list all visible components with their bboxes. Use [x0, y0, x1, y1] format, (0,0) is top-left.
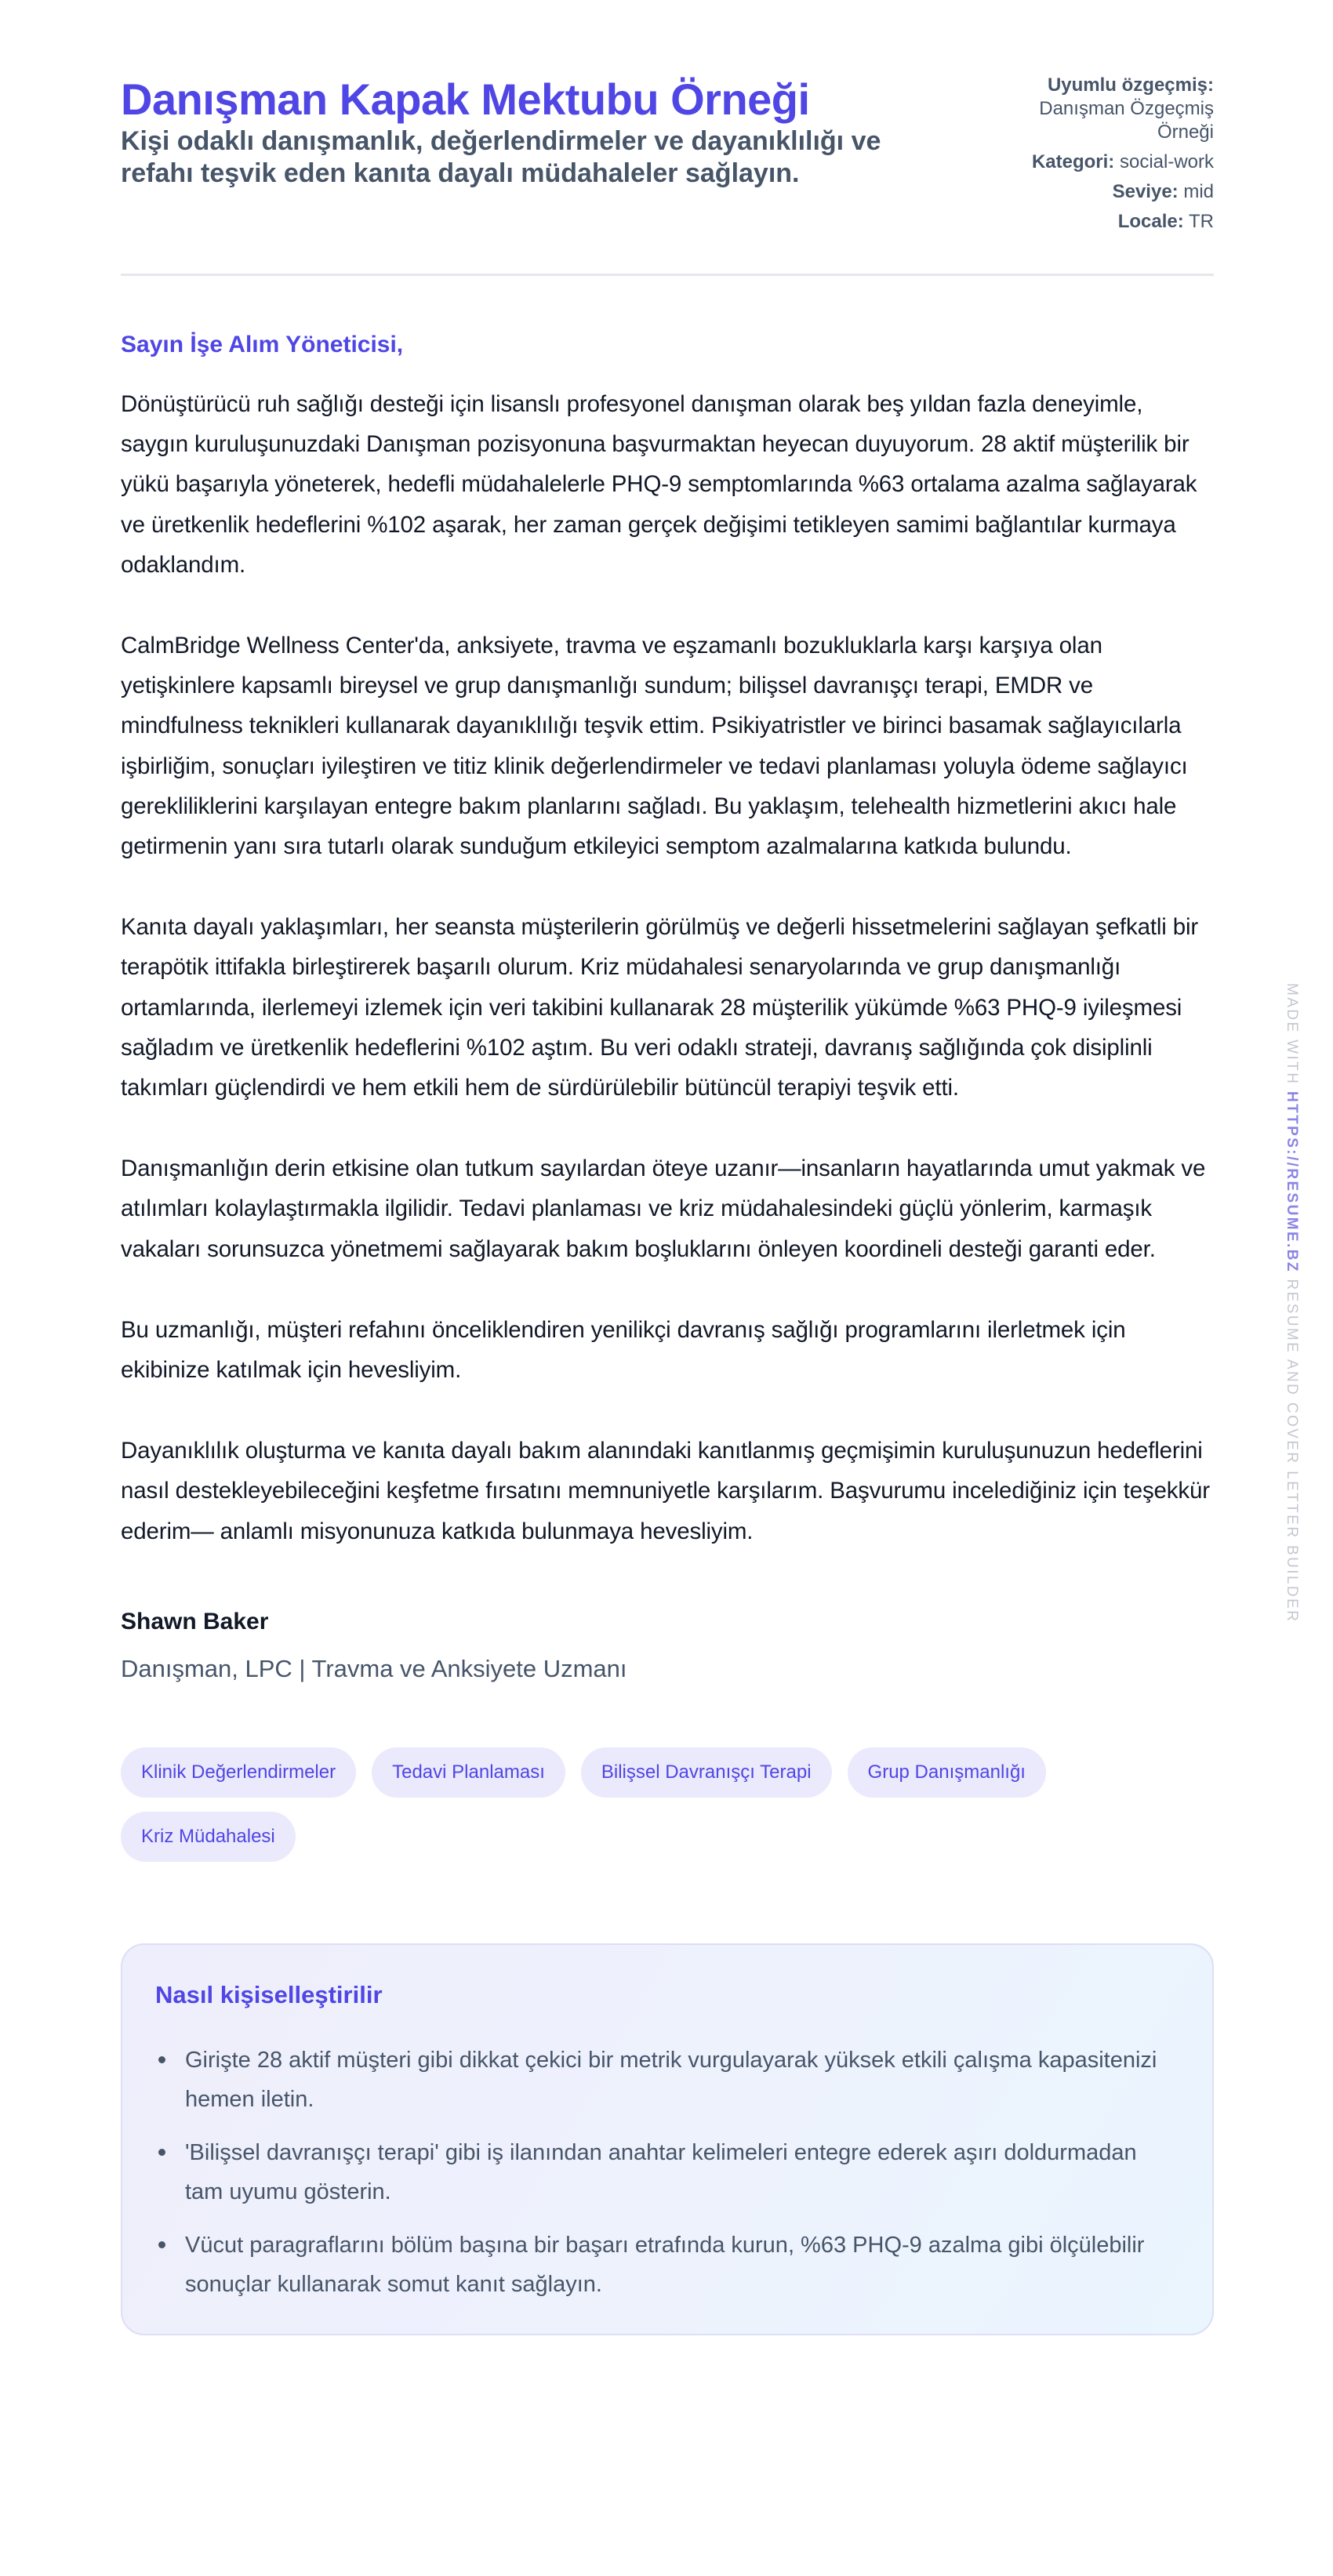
meta-locale-value: TR — [1189, 211, 1214, 232]
vertical-branding — [1284, 983, 1299, 1623]
meta-resume-label: Uyumlu özgeçmiş: — [1047, 74, 1214, 96]
signature-name: Shawn Baker — [121, 1608, 269, 1634]
letter-paragraph: Bu uzmanlığı, müşteri refahını önceliklendiren yenilikçi davranış sağlığı programlarını ilerletmek için ekibinize katılmak için hevesliyim. — [121, 1316, 1126, 1384]
tip-item — [155, 2226, 1179, 2304]
tip-text: Vücut paragraflarını bölüm başına bir başarı etrafında kurun, %63 PHQ-9 azalma gibi ölçülebilir sonuçlar kullanarak somut kanıt sağlayın. — [185, 2232, 1145, 2297]
skill-tag[interactable]: Bilişsel Davranışçı Terapi — [581, 1747, 832, 1798]
page-title: Danışman Kapak Mektubu Örneği — [121, 74, 810, 124]
letter-paragraph: Dönüştürücü ruh sağlığı desteği için lisanslı profesyonel danışman olarak beş yıldan fazla deneyimle, saygın kuruluşunuzdaki Danışman pozisyonuna başvurmaktan heyecan duyuyorum. 28 aktif müşterilik bir yükü başarıyla yöneterek, hedefli müdahalelerle PHQ-9 semptomlarında %63 ortalama azalma sağlayarak ve üretkenlik hedeflerini %102 aşarak, her zaman gerçek değişimi tetikleyen samimi bağlantılar kurmaya odaklandım. — [121, 391, 1197, 578]
signature-block — [121, 1606, 1214, 1685]
tips-title: Nasıl kişiselleştirilir — [155, 1980, 383, 2008]
letter-paragraph: Danışmanlığın derin etkisine olan tutkum sayılardan öteye uzanır—insanların hayatlarında umut yakmak ve atılımları kolaylaştırmakla ilgilidir. Tedavi planlaması ve kriz müdahalesindeki güçlü yönlerim, karmaşık vakaları sorunsuzca yönetmemi sağlayarak bakım boşluklarını önleyen koordineli desteği garanti eder. — [121, 1156, 1206, 1262]
meta-info — [979, 74, 1214, 240]
page-subtitle: Kişi odaklı danışmanlık, değerlendirmeler ve dayanıklılığı ve refahı teşvik eden kanıta dayalı müdahaleler sağlayın. — [121, 126, 881, 188]
meta-level — [979, 180, 1214, 204]
letter-paragraph: CalmBridge Wellness Center'da, anksiyete, travma ve eşzamanlı bozukluklarla karşı karşıya olan yetişkinlere kapsamlı bireysel ve grup danışmanlığı sundum; bilişsel davranışçı terapi, EMDR ve mindfulness teknikleri kullanarak dayanıklılığı teşvik ettim. Psikiyatristler ve birinci basamak sağlayıcılarla işbirliğim, sonuçları iyileştiren ve titiz klinik değerlendirmeler ve tedavi planlaması yoluyla ödeme sağlayıcı gerekliliklerini karşılayan entegre bakım planlarını sağladı. Bu yaklaşım, telehealth hizmetlerini akıcı hale getirmenin yanı sıra tutarlı olarak sunduğum etkileyici semptom azalmalarına katkıda bulundu. — [121, 633, 1188, 860]
bullet-icon — [158, 2241, 165, 2248]
meta-locale-label: Locale: — [1117, 211, 1184, 232]
skill-tag[interactable]: Klinik Değerlendirmeler — [121, 1747, 356, 1798]
page-header — [121, 0, 1214, 276]
customization-tips-box — [121, 1943, 1214, 2335]
bullet-icon — [158, 2056, 165, 2063]
skill-tag[interactable]: Kriz Müdahalesi — [121, 1812, 296, 1862]
tip-item — [155, 2041, 1179, 2119]
meta-resume-value[interactable]: Danışman Özgeçmiş Örneği — [1039, 98, 1214, 143]
tip-item — [155, 2133, 1179, 2211]
skill-tag[interactable]: Grup Danışmanlığı — [848, 1747, 1046, 1798]
skill-tag[interactable]: Tedavi Planlaması — [372, 1747, 565, 1798]
letter-body — [121, 384, 1214, 1551]
signature-title: Danışman, LPC | Travma ve Anksiyete Uzmanı — [121, 1654, 627, 1682]
cover-letter-page — [121, 0, 1214, 2335]
letter-paragraph: Dayanıklılık oluşturma ve kanıta dayalı bakım alanındaki kanıtlanmış geçmişimin kuruluşunuzun hedeflerini nasıl destekleyebileceğini keşfetme fırsatını memnuniyetle karşılarım. Başvurumu incelediğiniz için teşekkür ederim— anlamlı misyonunuza katkıda bulunmaya hevesliyim. — [121, 1438, 1210, 1544]
skill-tags — [121, 1747, 1140, 1862]
meta-level-label: Seviye: — [1112, 181, 1179, 202]
branding-suffix: RESUME AND COVER LETTER BUILDER — [1284, 1279, 1300, 1624]
tip-text: 'Bilişsel davranışçı terapi' gibi iş ilanından anahtar kelimeleri entegre ederek aşırı doldurmadan tam uyumu gösterin. — [185, 2139, 1137, 2204]
letter-greeting: Sayın İşe Alım Yöneticisi, — [121, 332, 404, 357]
branding-prefix: MADE WITH — [1284, 983, 1300, 1086]
meta-compatible-resume — [979, 74, 1214, 144]
meta-category — [979, 151, 1214, 174]
meta-category-value: social-work — [1119, 151, 1214, 172]
tip-text: Girişte 28 aktif müşteri gibi dikkat çekici bir metrik vurgulayarak yüksek etkili çalışma kapasitenizi hemen iletin. — [185, 2047, 1157, 2112]
meta-category-label: Kategori: — [1031, 151, 1115, 172]
branding-link[interactable]: HTTPS://RESUME.BZ — [1284, 1091, 1300, 1273]
meta-level-value: mid — [1183, 181, 1214, 202]
meta-locale — [979, 210, 1214, 234]
bullet-icon — [158, 2149, 165, 2156]
letter-paragraph: Kanıta dayalı yaklaşımları, her seansta müşterilerin görülmüş ve değerli hissetmelerini sağlayan şefkatli bir terapötik ittifakla birleştirerek başarılı olurum. Kriz müdahalesi senaryolarında ve grup danışmanlığı ortamlarında, ilerlemeyi izlemek için veri takibini kullanarak 28 müşterilik yükümde %63 PHQ-9 iyileşmesi sağladım ve üretkenlik hedeflerini %102 aştım. Bu veri odaklı strateji, davranış sağlığında çok disiplinli takımları güçlendirdi ve hem etkili hem de sürdürülebilir bütüncül terapiyi teşvik etti. — [121, 914, 1199, 1101]
tips-list — [155, 2041, 1179, 2304]
